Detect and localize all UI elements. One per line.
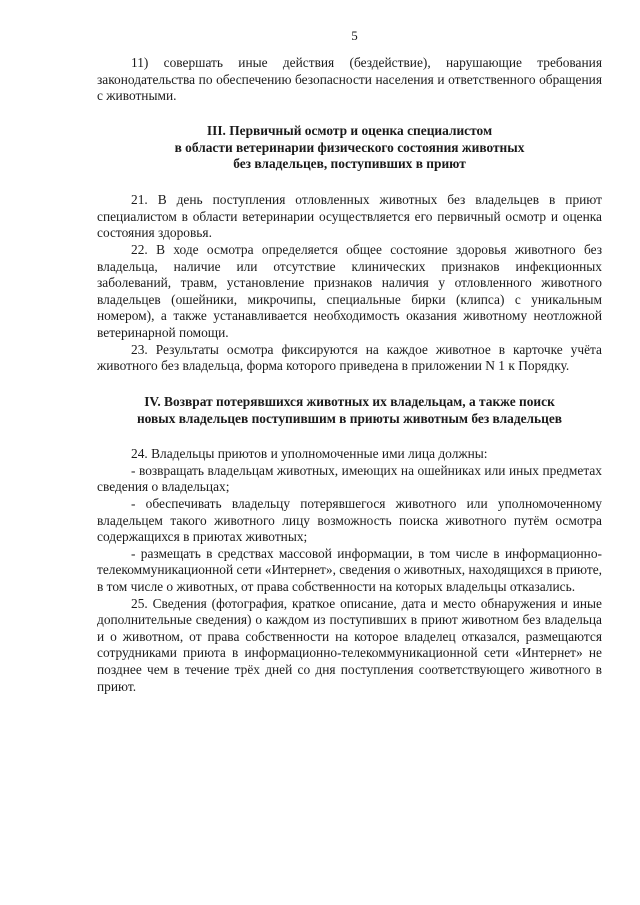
paragraph-clause-22: 22. В ходе осмотра определяется общее состояние здоровья животного без владельца, наличие или отсутствие клинических признаков инфекционных заболеваний, травм, установление признаков наличия у отловленного животного владельцев (ошейники, микрочипы, специальные бирки (клипса) с уникальным номером), а также устанавливается необходимость оказания животному неотложной ветеринарной помощи. — [97, 241, 602, 340]
section-heading-3-line-2: в области ветеринарии физического состояния животных — [174, 139, 525, 155]
section-heading-4-line-1: IV. Возврат потерявшихся животных их владельцам, а также поиск — [144, 393, 555, 409]
section-heading-3-line-3: без владельцев, поступивших в приют — [233, 156, 466, 172]
section-heading-4-line-2: новых владельцев поступившим в приюты животным без владельцев — [136, 410, 563, 426]
section-heading-3-line-1: III. Первичный осмотр и оценка специалистом — [206, 122, 493, 138]
page-number: 5 — [351, 28, 358, 43]
list-item-return-owners: - возвращать владельцам животных, имеющих на ошейниках или иных предметах сведения о владельцах; — [97, 462, 602, 495]
paragraph-clause-21: 21. В день поступления отловленных животных без владельцев в приют специалистом в области ветеринарии осуществляется его первичный осмотр и оценка состояния здоровья. — [97, 192, 602, 241]
list-item-search-access: - обеспечивать владельцу потерявшегося животного или уполномоченному владельцем такого животного лицу возможность поиска животного путём осмотра содержащихся в приютах животных; — [97, 496, 602, 545]
paragraph-clause-24: 24. Владельцы приютов и уполномоченные ими лица должны: — [131, 446, 488, 462]
paragraph-clause-11: 11) совершать иные действия (бездействие), нарушающие требования законодательства по обеспечению безопасности населения и ответственного обращения с животными. — [97, 55, 602, 104]
paragraph-clause-23: 23. Результаты осмотра фиксируются на каждое животное в карточке учёта животного без владельца, форма которого приведена в приложении N 1 к Порядку. — [97, 341, 602, 374]
section-heading-3 — [97, 123, 602, 173]
list-item-media-publication: - размещать в средствах массовой информации, в том числе в информационно-телекоммуникационной сети «Интернет», сведения о животных, находящихся в приюте, в том числе о животных, от права собственности на которых владельцы отказались. — [97, 545, 602, 595]
paragraph-clause-25: 25. Сведения (фотография, краткое описание, дата и место обнаружения и иные дополнительные сведения) о каждом из поступивших в приют животном без владельца и о животном, от права собственности на которое владелец отказался, размещаются сотрудниками приюта в информационно-телекоммуникационной сети «Интернет» не позднее чем в течение трёх дней со дня поступления соответствующего животного в приют. — [97, 595, 602, 694]
section-heading-4 — [93, 394, 606, 428]
